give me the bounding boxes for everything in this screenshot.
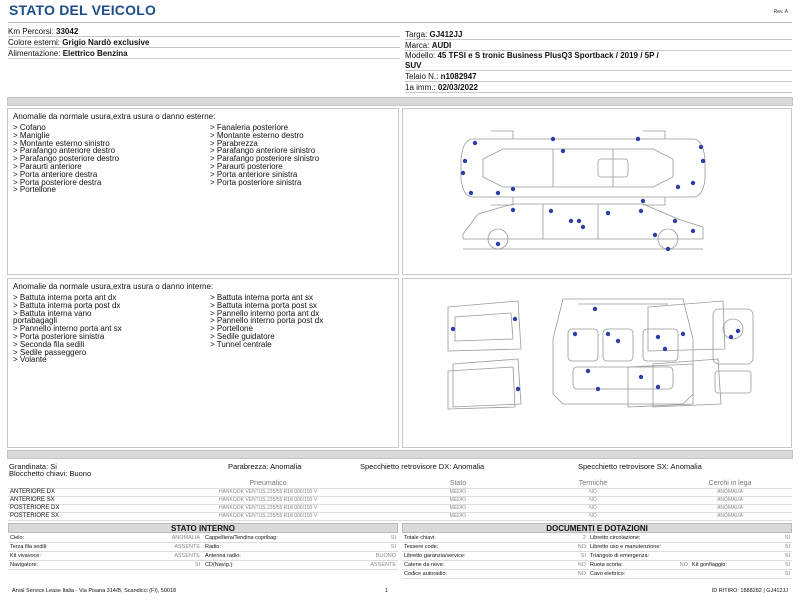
list-item: > Porta posteriore sinistra <box>13 331 105 341</box>
damage-dot <box>469 191 473 195</box>
damage-dot <box>577 219 581 223</box>
windshield-status: Parabrezza: Anomalia <box>228 462 302 471</box>
exterior-car-diagram <box>403 109 793 276</box>
list-item: > Battuta interna vano <box>13 308 92 318</box>
damage-dot <box>451 327 455 331</box>
interior-list-col1 <box>13 294 122 364</box>
damage-dot <box>569 219 573 223</box>
color-value: Grigio Nardò exclusive <box>62 38 150 47</box>
damage-dot <box>513 317 517 321</box>
list-item: > Porta anteriore destra <box>13 169 98 179</box>
tyre-position: POSTERIORE DX <box>8 504 138 512</box>
list-item: > Tunnel centrale <box>210 339 272 349</box>
damage-dot <box>461 171 465 175</box>
list-item: > Maniglie <box>13 130 50 140</box>
damage-dot <box>606 211 610 215</box>
field-label: Ruota scorta: <box>590 562 623 568</box>
list-item: > Sedile passeggero <box>13 347 87 357</box>
field-value: ANOMALIA <box>171 535 200 541</box>
km-label: Km Percorsi: <box>8 27 54 36</box>
list-item: > Parafango posteriore sinistro <box>210 154 320 164</box>
tyres-header-row <box>8 480 792 488</box>
footer-page-number: 1 <box>385 588 389 594</box>
tyre-position: ANTERIORE SX <box>8 496 138 504</box>
model-value: 45 TFSI e S tronic Business PlusQ3 Sportback / 2019 / 5P / <box>437 51 659 60</box>
damage-dot <box>596 387 600 391</box>
field-value: ASSENTE <box>370 562 396 568</box>
registration-label: 1a imm.: <box>405 83 436 92</box>
table-row <box>8 504 792 512</box>
damage-dot <box>549 209 553 213</box>
chassis-label: Telaio N.: <box>405 72 439 81</box>
damage-dot <box>639 375 643 379</box>
field-value: SI <box>784 571 790 577</box>
color-row <box>8 37 400 48</box>
damage-dot <box>581 225 585 229</box>
list-item: > Porta posteriore destra <box>13 177 102 187</box>
damage-dot <box>473 141 477 145</box>
list-item: > Volante <box>13 355 47 365</box>
tyre-state: MEDIO <box>398 504 518 512</box>
field-label: Kit vivavoce: <box>10 553 41 559</box>
field-label: Navigatore: <box>10 562 39 568</box>
list-item: > Battuta interna porta ant sx <box>210 293 313 302</box>
field-value: NO <box>679 562 688 568</box>
tyre-state: MEDIO <box>398 488 518 496</box>
table-row <box>8 534 398 543</box>
damage-dot <box>691 181 695 185</box>
tyre-winter: NO <box>518 496 668 504</box>
cabin-top-view <box>553 299 693 404</box>
list-item: > Battuta interna porta ant dx <box>13 293 117 302</box>
color-label: Colore esterni: <box>8 38 61 47</box>
field-value: SI <box>390 544 396 550</box>
hail-status: Grandinata: Si <box>9 462 57 471</box>
damage-dot <box>516 387 520 391</box>
damage-dot <box>606 332 610 336</box>
list-item: > Montante esterno destro <box>210 130 304 140</box>
field-value: SI <box>580 553 586 559</box>
exterior-list-col1 <box>13 124 119 194</box>
damage-dot <box>676 185 680 189</box>
damage-dot <box>681 332 685 336</box>
exterior-list-col2 <box>210 124 319 186</box>
damage-dot <box>463 159 467 163</box>
damage-dot <box>511 187 515 191</box>
interior-list-col2 <box>210 294 323 349</box>
tyres-table <box>8 480 792 521</box>
tyre-model: HANKOOK VENTUS 235/55 R18 000/100 V <box>138 496 398 504</box>
tyre-rim: ANOMALIA <box>668 512 792 520</box>
interior-damage-title: Anomalie da normale usura,extra usura o danno interne: <box>13 282 214 291</box>
fuel-row <box>8 48 400 59</box>
fuel-value: Elettrico Benzina <box>62 49 128 58</box>
registration-row <box>405 82 792 93</box>
field-label: Radio: <box>205 544 221 550</box>
damage-markers <box>461 137 705 251</box>
tyre-rim: ANOMALIA <box>668 488 792 496</box>
model-row <box>405 51 792 71</box>
damage-dot <box>511 208 515 212</box>
field-label: Tessere code: <box>404 544 439 550</box>
brand-row <box>405 40 792 51</box>
field-label: Cavo elettrico: <box>590 571 626 577</box>
damage-dot <box>616 339 620 343</box>
tyre-col-header: Pneumatico <box>138 480 398 488</box>
tyre-state: MEDIO <box>398 512 518 520</box>
field-label: Kit gonfiaggio: <box>692 562 727 568</box>
damage-dot <box>573 332 577 336</box>
interior-car-diagram <box>403 279 793 449</box>
field-value: ASSENTE <box>174 553 200 559</box>
list-item: > Portellone <box>13 185 56 195</box>
keys-status: Blocchetto chiavi: Buono <box>9 469 92 478</box>
field-label: Cappelliera/Tendina copribag: <box>205 535 278 541</box>
damage-dot <box>639 209 643 213</box>
field-value: SI <box>784 535 790 541</box>
list-item: > Sedile guidatore <box>210 331 275 341</box>
brand-label: Marca: <box>405 41 430 50</box>
damage-dot <box>496 242 500 246</box>
list-item: > Pannello interno porta ant sx <box>13 324 122 334</box>
table-row <box>8 561 398 570</box>
damage-dot <box>656 335 660 339</box>
list-item: > Porta anteriore sinistra <box>210 169 298 179</box>
tyre-position: ANTERIORE DX <box>8 488 138 496</box>
list-item: > Seconda fila sedili <box>13 339 85 349</box>
exterior-diagram-panel <box>402 108 792 275</box>
field-label: Libretto garanzia/service: <box>404 553 466 559</box>
mirror-dx-status: Specchietto retrovisore DX: Anomalia <box>360 462 485 471</box>
damage-dot <box>641 199 645 203</box>
header-divider <box>8 22 792 23</box>
field-label: Cielo: <box>10 535 25 541</box>
state-col-header: Stato <box>398 480 518 488</box>
door-panel-left <box>448 301 521 407</box>
field-value: SI <box>784 544 790 550</box>
page-title: STATO DEL VEICOLO <box>9 2 157 18</box>
tyre-model: HANKOOK VENTUS 235/55 R18 000/100 V <box>138 504 398 512</box>
section-separator <box>7 450 793 459</box>
field-value: 2 <box>582 535 586 541</box>
registration-value: 02/03/2022 <box>437 83 478 92</box>
field-value: NO <box>577 544 586 550</box>
internal-state-grid <box>8 534 398 570</box>
field-value: NO <box>577 571 586 577</box>
damage-dot <box>729 335 733 339</box>
field-label: Codice autoradio: <box>404 571 448 577</box>
interior-diagram-panel <box>402 278 792 448</box>
damage-markers <box>451 307 740 391</box>
table-row <box>8 552 398 561</box>
table-row <box>8 512 792 520</box>
field-label: Triangolo di emergenza: <box>590 553 650 559</box>
list-item: > Battuta interna porta post dx <box>13 300 121 310</box>
damage-dot <box>666 247 670 251</box>
plate-row <box>405 29 792 40</box>
field-label: Totale chiavi: <box>404 535 436 541</box>
list-item: > Pannello interno porta post dx <box>210 316 324 326</box>
fuel-label: Alimentazione: <box>8 49 61 58</box>
list-item: > Parafango anteriore sinistro <box>210 146 316 156</box>
field-value: SI <box>784 553 790 559</box>
dashboard-view <box>713 309 753 393</box>
footer-ritiro-id: ID RITIRO: 1888282 | GJ412JJ <box>711 588 788 594</box>
list-item: > Montante esterno sinistro <box>13 138 110 148</box>
exterior-damage-panel <box>7 108 399 275</box>
table-row <box>8 543 398 552</box>
tyre-model: HANKOOK VENTUS 235/55 R18 000/100 V <box>138 488 398 496</box>
field-value: NO <box>577 562 586 568</box>
tyre-winter: NO <box>518 504 668 512</box>
revision-label: Rev. A <box>773 9 788 15</box>
tyre-model: HANKOOK VENTUS 235/55 R18 000/100 V <box>138 512 398 520</box>
list-item: > Porta posteriore sinistra <box>210 177 302 187</box>
table-row <box>402 552 792 561</box>
table-row <box>402 561 792 570</box>
damage-dot <box>653 233 657 237</box>
documents-title: DOCUMENTI E DOTAZIONI <box>402 523 792 533</box>
list-item: > Parafango posteriore destro <box>13 154 120 164</box>
tyre-rim: ANOMALIA <box>668 504 792 512</box>
damage-dot <box>593 307 597 311</box>
field-value: ASSENTE <box>174 544 200 550</box>
tyre-winter: NO <box>518 488 668 496</box>
km-row <box>8 26 400 37</box>
damage-dot <box>496 191 500 195</box>
damage-dot <box>561 149 565 153</box>
field-value: SI <box>390 535 396 541</box>
field-value: BUONO <box>375 553 396 559</box>
list-item: > Parabrezza <box>210 138 258 148</box>
model-value-line2: SUV <box>405 61 422 70</box>
rim-col-header: Cerchi in lega <box>668 480 792 488</box>
documents-grid <box>402 534 792 579</box>
plate-label: Targa: <box>405 30 428 39</box>
damage-dot <box>701 159 705 163</box>
list-item: portabagagli <box>13 316 58 326</box>
field-label: Antenna radio: <box>205 553 241 559</box>
damage-dot <box>551 137 555 141</box>
internal-state-title: STATO INTERNO <box>8 523 398 533</box>
field-label: Catene da neve: <box>404 562 445 568</box>
damage-dot <box>673 219 677 223</box>
km-value: 33042 <box>56 27 79 36</box>
brand-value: AUDI <box>431 41 452 50</box>
interior-damage-panel <box>7 278 399 448</box>
list-item: > Cofano <box>13 123 46 132</box>
chassis-row <box>405 71 792 82</box>
field-label: Libretto circolazione: <box>590 535 641 541</box>
exterior-damage-title: Anomalie da normale usura,extra usura o danno esterne: <box>13 112 216 121</box>
list-item: > Parafango anteriore destro <box>13 146 116 156</box>
damage-dot <box>736 329 740 333</box>
damage-dot <box>586 369 590 373</box>
plate-value: GJ412JJ <box>429 30 463 39</box>
field-value: SI <box>784 562 790 568</box>
field-label: Libretto uso e manutenzione: <box>590 544 661 550</box>
field-label: Terza fila sedili: <box>10 544 48 550</box>
tyre-state: MEDIO <box>398 496 518 504</box>
list-item: > Portellone <box>210 324 253 334</box>
tyre-winter: NO <box>518 512 668 520</box>
damage-dot <box>656 385 660 389</box>
field-label: CD(Navig.): <box>205 562 234 568</box>
list-item: > Paraurti anteriore <box>13 161 82 171</box>
damage-dot <box>636 137 640 141</box>
chassis-value: n1082947 <box>440 72 477 81</box>
table-row <box>402 543 792 552</box>
tyre-position: POSTERIORE SX <box>8 512 138 520</box>
door-panel-right <box>648 301 725 407</box>
list-item: > Fanaleria posteriore <box>210 123 289 132</box>
table-row <box>8 496 792 504</box>
footer-company: Arval Service Lease Italia - Via Pisana 314/B, Scandicci (FI), 50018 <box>12 588 177 594</box>
section-separator <box>7 97 793 106</box>
list-item: > Paraurti posteriore <box>210 161 283 171</box>
table-row <box>402 534 792 543</box>
mirror-sx-status: Specchietto retrovisore SX: Anomalia <box>578 462 702 471</box>
table-row <box>402 570 792 579</box>
tyre-rim: ANOMALIA <box>668 496 792 504</box>
table-row <box>8 488 792 496</box>
model-label: Modello: <box>405 51 436 60</box>
list-item: > Battuta interna porta post sx <box>210 300 317 310</box>
list-item: > Pannello interno porta ant dx <box>210 308 320 318</box>
field-value: SI <box>194 562 200 568</box>
damage-dot <box>663 347 667 351</box>
damage-dot <box>699 145 703 149</box>
damage-dot <box>691 229 695 233</box>
winter-col-header: Termiche <box>518 480 668 488</box>
